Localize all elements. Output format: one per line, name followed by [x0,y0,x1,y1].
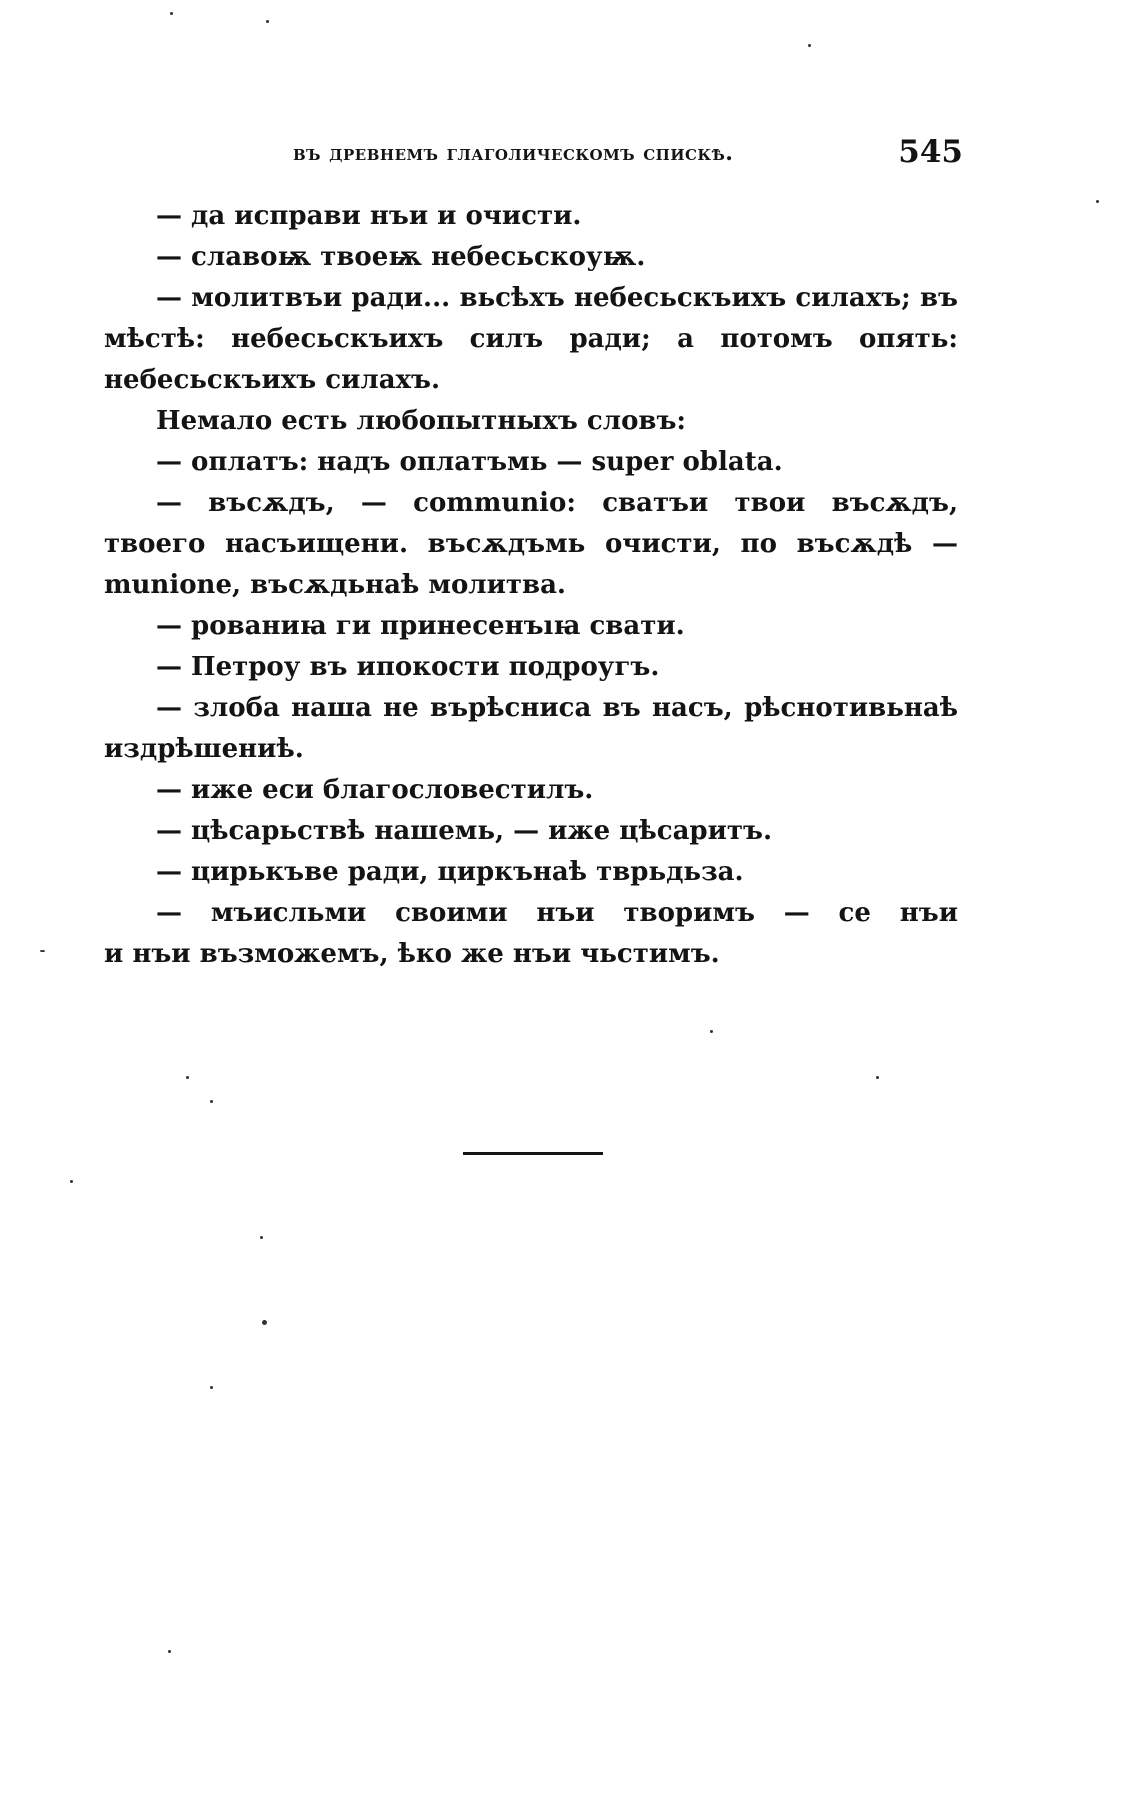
scan-speck [70,1180,73,1183]
text-line: — молитвъи ради... вьсѣхъ небесьскъихъ силахъ; въ [156,283,958,313]
text-line: — цѣсарьствѣ нашемь, — иже цѣсаритъ. [156,816,773,846]
scan-speck [170,12,173,15]
text-line: — цирькъве ради, циркънаѣ тврьдьза. [156,857,744,887]
text-line: — да исправи нъи и очисти. [156,201,582,231]
scan-speck [210,1100,213,1103]
text-line: — Петроу въ ипокости подроугъ. [156,652,660,682]
text-line: Немало есть любопытныхъ словъ: [156,406,687,436]
text-line: — мъисльми своими нъи творимъ — се нъи [156,898,958,928]
text-line: — славоѭ твоеѭ небесьскоуѭ. [156,242,646,272]
scan-speck [710,1030,713,1033]
body-text [104,196,958,975]
text-line: небесьскъихъ силахъ. [104,365,441,395]
text-line: munione, въсѫдьнаѣ молитва. [104,570,566,600]
text-line: — въсѫдъ, — communio: сватъи твои въсѫдъ, [156,488,958,518]
text-line: — иже еси благословестилъ. [156,775,594,805]
scan-speck [808,44,811,47]
scan-speck [186,1076,189,1079]
scan-speck [210,1386,213,1389]
text-line: — рованиꙗ ги принесенъıꙗ свати. [156,611,685,641]
running-head: въ древнемъ глаголическомъ спискѣ. [293,140,734,166]
text-line: мѣстѣ: небесьскъихъ силъ ради; а потомъ опять: [104,324,958,354]
page-header [293,128,963,174]
scan-speck [266,20,269,23]
section-end-rule [463,1152,603,1155]
text-line: твоего насъищени. въсѫдъмь очисти, по въсѫдѣ — [104,529,958,559]
text-line: — злоба наша не върѣсниса въ насъ, рѣснотивьнаѣ [156,693,958,723]
scan-speck [40,950,45,952]
scan-speck [1096,200,1099,203]
page-number: 545 [898,134,963,170]
text-line: и нъи възможемъ, ѣко же нъи чьстимъ. [104,939,720,969]
text-line: издрѣшениѣ. [104,734,304,764]
scan-speck [262,1320,267,1325]
text-line: — оплатъ: надъ оплатъмь — super oblata. [156,447,783,477]
scan-speck [168,1650,171,1653]
scan-speck [876,1076,879,1079]
scan-speck [260,1236,263,1239]
